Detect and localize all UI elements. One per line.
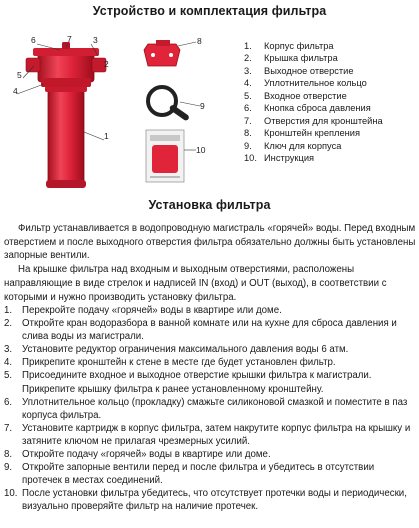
- legend-text: Уплотнительное кольцо: [264, 78, 367, 89]
- step-text: Перекройте подачу «горячей» воды в квартире или доме.: [22, 305, 282, 316]
- step-number: 5.: [4, 370, 13, 382]
- instruction-booklet: [146, 130, 184, 182]
- step-text: Присоедините входное и выходное отверстие крышки фильтра к магистрали. Прикрепите крышку фильтра к ранее установленному кронштейну.: [22, 370, 372, 395]
- callout-1: 1: [104, 131, 109, 141]
- step-number: 2.: [4, 318, 13, 330]
- mounting-bracket: [144, 40, 180, 66]
- callout-3: 3: [93, 35, 98, 45]
- legend-number: 4.: [244, 78, 252, 89]
- callout-10: 10: [196, 145, 206, 155]
- legend-item: [244, 152, 383, 164]
- callout-5: 5: [17, 70, 22, 80]
- legend-text: Отверстия для кронштейна: [264, 115, 383, 126]
- installation-intro: [4, 222, 416, 304]
- legend-text: Кнопка сброса давления: [264, 103, 371, 114]
- step-item: [4, 356, 416, 369]
- legend-text: Ключ для корпуса: [264, 140, 342, 151]
- callout-9: 9: [200, 101, 205, 111]
- legend-text: Кронштейн крепления: [264, 128, 360, 139]
- step-item: [4, 369, 416, 395]
- legend-item: [244, 40, 383, 52]
- legend-number: 2.: [244, 53, 252, 64]
- callout-2: 2: [104, 59, 109, 69]
- legend-text: Входное отверстие: [264, 90, 347, 101]
- callout-6: 6: [31, 35, 36, 45]
- step-text: Откройте подачу «горячей» воды в квартире или доме.: [22, 449, 271, 461]
- step-text: После установки фильтра убедитесь, что отсутствует протечки воды и периодически, визуально проверяйте фильтр на наличие протечек.: [22, 488, 407, 513]
- step-number: 6.: [4, 396, 13, 408]
- title-installation: Установка фильтра: [148, 198, 271, 212]
- step-number: 4.: [4, 357, 13, 369]
- filter-diagram: [0, 22, 232, 198]
- legend-number: 5.: [244, 90, 252, 101]
- legend-text: Инструкция: [264, 153, 315, 164]
- legend-number: 7.: [244, 115, 252, 126]
- legend-item: [244, 140, 383, 152]
- step-text: Установите картридж в корпус фильтра, затем накрутите корпус фильтра на крышку и затяните ключом не прилагая чрезмерных усилий.: [22, 422, 411, 447]
- legend-item: [244, 65, 383, 77]
- legend-text: Выходное отверстие: [264, 65, 354, 76]
- step-item: [4, 422, 416, 448]
- legend-item: [244, 52, 383, 64]
- step-item: [4, 487, 416, 513]
- step-number: 3.: [4, 344, 13, 356]
- step-item: [4, 317, 416, 343]
- housing-wrench: [148, 87, 190, 122]
- step-number: 8.: [4, 449, 13, 461]
- step-item: [4, 304, 416, 317]
- filter-diagram-svg: [0, 22, 232, 198]
- legend-number: 10.: [244, 153, 257, 164]
- step-item: [4, 343, 416, 356]
- legend-item: [244, 102, 383, 114]
- legend-number: 8.: [244, 128, 252, 139]
- step-item: [4, 461, 416, 487]
- step-text: Откройте кран водоразбора в ванной комнате или на кухне для сброса давления и слива воды из магистрали.: [22, 318, 397, 343]
- step-text: Прикрепите кронштейн к стене в месте где будет установлен фильтр.: [22, 357, 336, 369]
- legend-item: [244, 90, 383, 102]
- legend-number: 9.: [244, 140, 252, 151]
- step-text: Откройте запорные вентили перед и после фильтра и убедитесь в отсутствии протечек в местах соединений.: [22, 462, 375, 487]
- legend-item: [244, 127, 383, 139]
- filter-housing: [45, 86, 87, 188]
- step-item: [4, 396, 416, 422]
- step-number: 1.: [4, 305, 13, 316]
- step-item: [4, 448, 416, 461]
- legend-item: [244, 115, 383, 127]
- callout-8: 8: [197, 36, 202, 46]
- step-number: 9.: [4, 462, 13, 474]
- legend-text: Корпус фильтра: [264, 41, 334, 51]
- legend-item: [244, 77, 383, 89]
- intro-paragraph-2: На крышке фильтра над входным и выходным отверстиями, расположены направляющие в виде стрелок и надписей IN (вход) и OUT (выход), в соответствии с которыми и нужно производить установку фильтра.: [4, 264, 387, 303]
- title-device-and-kit: Устройство и комплектация фильтра: [92, 4, 327, 18]
- callout-7: 7: [67, 34, 72, 44]
- legend-number: 3.: [244, 65, 252, 76]
- legend-number: 1.: [244, 41, 252, 51]
- step-number: 10.: [4, 488, 18, 500]
- intro-paragraph-1: Фильтр устанавливается в водопроводную магистраль «горячей» воды. Перед входным отверстием и после выходного отверстия фильтра обязательно должны быть установлены запорные вентили.: [4, 223, 416, 262]
- step-number: 7.: [4, 422, 13, 434]
- installation-steps: [4, 304, 416, 514]
- callout-4: 4: [13, 86, 18, 96]
- legend-text: Крышка фильтра: [264, 53, 338, 64]
- parts-legend: [244, 40, 383, 165]
- legend-number: 6.: [244, 103, 252, 114]
- step-text: Установите редуктор ограничения максимального давления воды 6 атм.: [22, 344, 349, 356]
- step-text: Уплотнительное кольцо (прокладку) смажьте силиконовой смазкой и поместите в паз корпуса фильтра.: [22, 396, 408, 421]
